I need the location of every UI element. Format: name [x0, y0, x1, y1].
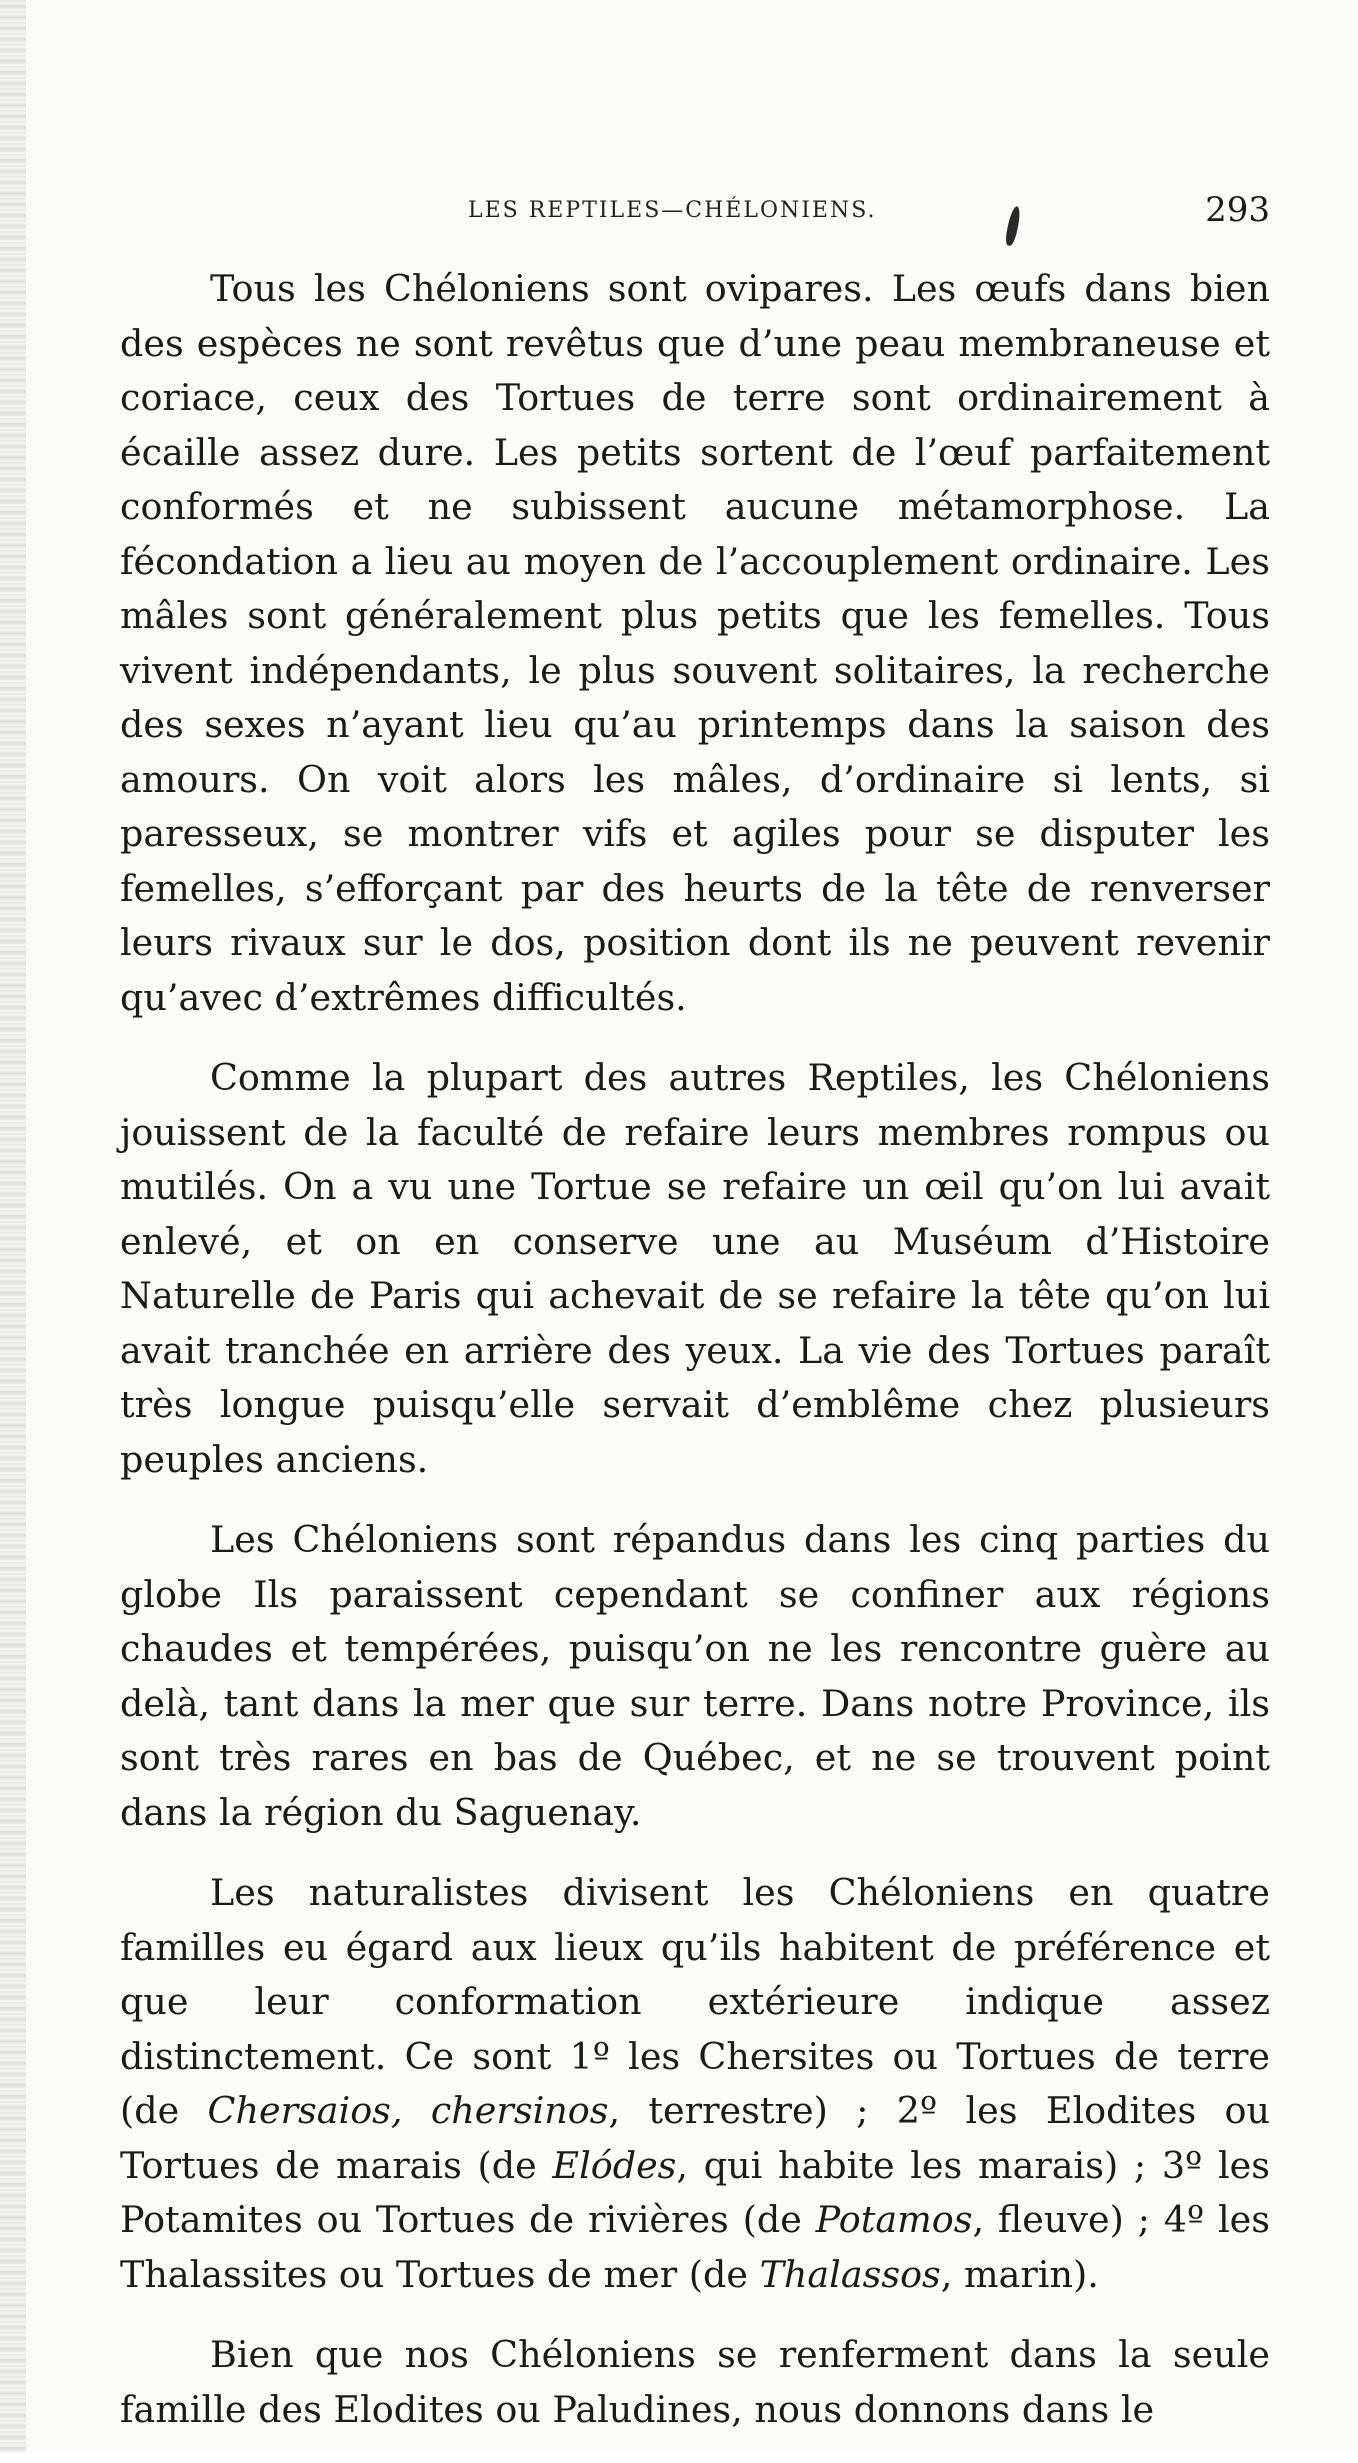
italic-term: Elódes [552, 2143, 677, 2187]
paragraph-distribution: Les Chéloniens sont répandus dans les cinq parties du globe Ils paraissent cependant se confiner aux régions chaudes et tempérées, puisqu’on ne les rencontre guère au delà, tant dans la mer que sur terre. Dans notre Province, ils sont très rares en bas de Québec, et ne se trouvent point dans la région du Saguenay. [120, 1518, 1270, 1834]
italic-term: Potamos [815, 2198, 973, 2241]
page-header [120, 188, 1270, 248]
text-run: , fleuve) ; 4º les Thalassites ou Tortues de mer (de [120, 2198, 1270, 2296]
running-head: LES REPTILES—CHÉLONIENS. [468, 198, 877, 223]
italic-term: Thalassos [759, 2252, 941, 2296]
paragraph-families [120, 1866, 1270, 2302]
ink-blot [1004, 205, 1022, 246]
italic-term: Chersaios, chersinos [207, 2089, 609, 2132]
text-run: Les naturalistes divisent les Chéloniens en quatre familles eu égard aux lieux qu’ils habitent de préférence et que leur conformation extérieure indique assez distinctement. Ce sont 1º les Chersites ou Tortues de terre (de [120, 1871, 1270, 2132]
page-number: 293 [1205, 190, 1270, 230]
page-binding-edge [0, 0, 26, 2452]
text-run: , qui habite les marais) ; 3º les Potamites ou Tortues de rivières (de [120, 2143, 1270, 2241]
paragraph-elodites: Bien que nos Chéloniens se renferment dans la seule famille des Elodites ou Paludines, nous donnons dans le [120, 2333, 1270, 2431]
text-run: , terrestre) ; 2º les Elodites ou Tortues de marais (de [120, 2089, 1270, 2187]
body-text [120, 262, 1270, 2463]
paragraph-regeneration: Comme la plupart des autres Reptiles, les Chéloniens jouissent de la faculté de refaire leurs membres rompus ou mutilés. On a vu une Tortue se refaire un œil qu’on lui avait enlevé, et on en conserve une au Muséum d’Histoire Naturelle de Paris qui achevait de se refaire la tête qu’on lui avait tranchée en arrière des yeux. La vie des Tortues paraît très longue puisqu’elle servait d’emblême chez plusieurs peuples anciens. [120, 1056, 1270, 1481]
text-run: , marin). [940, 2252, 1099, 2296]
paragraph-oviparity: Tous les Chéloniens sont ovipares. Les œufs dans bien des espèces ne sont revêtus que d’une peau membraneuse et coriace, ceux des Tortues de terre sont ordinairement à écaille assez dure. Les petits sortent de l’œuf parfaitement conformés et ne subissent aucune métamorphose. La fécondation a lieu au moyen de l’accouplement ordinaire. Les mâles sont généralement plus petits que les femelles. Tous vivent indépendants, le plus souvent solitaires, la recherche des sexes n’ayant lieu qu’au printemps dans la saison des amours. On voit alors les mâles, d’ordinaire si lents, si paresseux, se montrer vifs et agiles pour se disputer les femelles, s’efforçant par des heurts de la tête de renverser leurs rivaux sur le dos, position dont ils ne peuvent revenir qu’avec d’extrêmes difficultés. [120, 267, 1270, 1019]
